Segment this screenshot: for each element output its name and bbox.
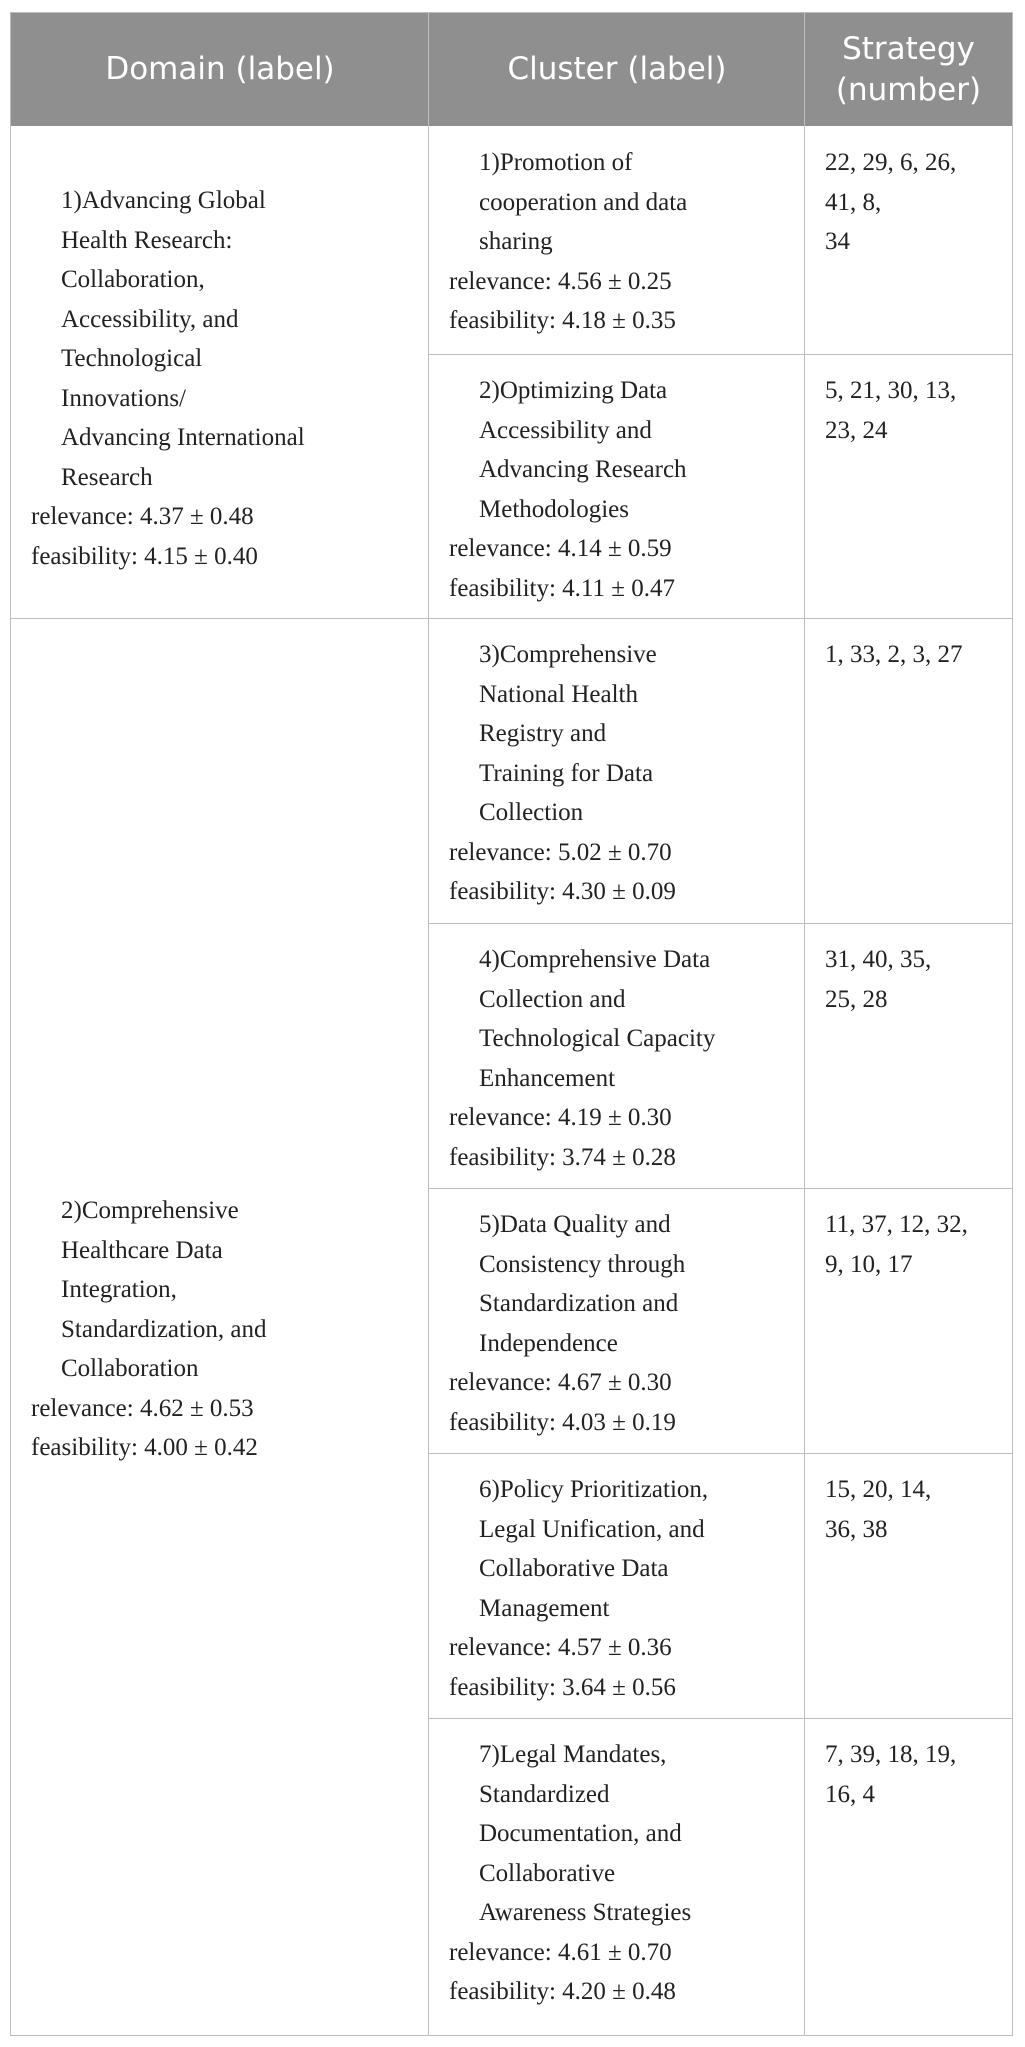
cluster-label-line: cooperation and data xyxy=(479,188,688,216)
cluster-label-line: Methodologies xyxy=(479,495,629,523)
strategy-cell xyxy=(825,1735,956,1814)
strategy-numbers: 25, 28 xyxy=(825,985,888,1013)
cluster-label-line: 7)Legal Mandates, xyxy=(479,1741,667,1768)
domain-cell xyxy=(31,181,305,576)
domain-label-line: 2)Comprehensive xyxy=(61,1197,239,1224)
cluster-label-line: Management xyxy=(479,1594,610,1622)
strategy-cell xyxy=(825,635,963,675)
domain-label-line: Collaboration xyxy=(61,1355,199,1382)
domain-feasibility: feasibility: 4.15 ± 0.40 xyxy=(31,542,258,570)
row-divider xyxy=(429,354,1012,355)
cluster-label-line: Standardized xyxy=(479,1780,610,1808)
cluster-feasibility: feasibility: 4.20 ± 0.48 xyxy=(449,1978,676,2005)
cluster-feasibility: feasibility: 4.18 ± 0.35 xyxy=(449,307,676,334)
cluster-cell xyxy=(449,635,676,912)
cluster-relevance: relevance: 4.67 ± 0.30 xyxy=(449,1369,672,1396)
cluster-relevance: relevance: 4.14 ± 0.59 xyxy=(449,535,672,562)
domain-label-line: Accessibility, and xyxy=(61,305,239,333)
strategy-numbers: 22, 29, 6, 26, xyxy=(825,149,957,176)
strategy-numbers: 16, 4 xyxy=(825,1780,875,1808)
cluster-label-line: Collection xyxy=(479,799,584,826)
cluster-label-line: 5)Data Quality and xyxy=(479,1211,671,1238)
domain-label-line: Advancing International xyxy=(61,424,305,451)
cluster-label-line: 6)Policy Prioritization, xyxy=(479,1476,709,1503)
strategy-numbers: 23, 24 xyxy=(825,416,888,444)
data-table xyxy=(10,12,1013,2036)
column-divider-1 xyxy=(428,13,429,2035)
cluster-label-line: Documentation, and xyxy=(479,1820,682,1847)
cluster-cell xyxy=(449,143,687,341)
strategy-numbers: 31, 40, 35, xyxy=(825,946,932,973)
cluster-label-line: Enhancement xyxy=(479,1064,616,1092)
table-header-row xyxy=(11,13,1012,126)
cluster-cell xyxy=(449,371,687,608)
domain-label-line: Innovations/ xyxy=(61,384,186,412)
cluster-feasibility: feasibility: 3.64 ± 0.56 xyxy=(449,1673,676,1701)
cluster-feasibility: feasibility: 4.03 ± 0.19 xyxy=(449,1408,676,1436)
header-domain: Domain (label) xyxy=(105,51,335,87)
cluster-cell xyxy=(449,1205,685,1442)
domain-label-line: Collaboration, xyxy=(61,266,205,293)
cluster-label-line: Advancing Research xyxy=(479,456,687,483)
row-divider xyxy=(429,1188,1012,1189)
row-divider xyxy=(429,1453,1012,1454)
header-strategy: Strategy (number) xyxy=(835,30,982,108)
cluster-label-line: 2)Optimizing Data xyxy=(479,377,668,404)
domain-feasibility: feasibility: 4.00 ± 0.42 xyxy=(31,1434,258,1461)
domain-relevance: relevance: 4.37 ± 0.48 xyxy=(31,503,254,530)
cluster-feasibility: feasibility: 3.74 ± 0.28 xyxy=(449,1143,676,1171)
strategy-numbers: 36, 38 xyxy=(825,1515,888,1543)
strategy-numbers: 34 xyxy=(825,228,850,255)
domain-divider xyxy=(11,618,1012,619)
cluster-label-line: Collection and xyxy=(479,985,626,1013)
cluster-cell xyxy=(449,1470,708,1707)
strategy-numbers: 9, 10, 17 xyxy=(825,1250,913,1278)
cluster-label-line: Accessibility and xyxy=(479,416,652,444)
strategy-cell xyxy=(825,371,956,450)
strategy-cell xyxy=(825,1205,968,1284)
domain-label-line: Technological xyxy=(61,345,203,372)
cluster-label-line: 1)Promotion of xyxy=(479,149,633,176)
row-divider xyxy=(429,923,1012,924)
cluster-feasibility: feasibility: 4.30 ± 0.09 xyxy=(449,878,676,905)
domain-label-line: Integration, xyxy=(61,1276,177,1303)
cluster-label-line: Collaborative xyxy=(479,1859,616,1887)
strategy-cell xyxy=(825,1470,931,1549)
domain-relevance: relevance: 4.62 ± 0.53 xyxy=(31,1394,254,1422)
cluster-label-line: Consistency through xyxy=(479,1250,686,1278)
cluster-label-line: sharing xyxy=(479,228,553,255)
cluster-label-line: 3)Comprehensive xyxy=(479,641,657,668)
strategy-numbers: 1, 33, 2, 3, 27 xyxy=(825,641,963,668)
strategy-numbers: 15, 20, 14, xyxy=(825,1476,932,1503)
cluster-label-line: Technological Capacity xyxy=(479,1025,716,1052)
cluster-relevance: relevance: 4.57 ± 0.36 xyxy=(449,1634,672,1661)
cluster-label-line: Collaborative Data xyxy=(479,1555,669,1582)
domain-label-line: 1)Advancing Global xyxy=(61,187,266,214)
domain-cell xyxy=(31,1191,267,1468)
domain-label-line: Health Research: xyxy=(61,226,233,254)
cluster-cell xyxy=(449,940,715,1177)
row-divider xyxy=(429,1718,1012,1719)
cluster-label-line: Standardization and xyxy=(479,1290,679,1317)
domain-label-line: Healthcare Data xyxy=(61,1236,223,1264)
strategy-numbers: 41, 8, xyxy=(825,188,882,216)
domain-label-line: Research xyxy=(61,463,153,491)
cluster-relevance: relevance: 4.56 ± 0.25 xyxy=(449,267,672,295)
strategy-numbers: 11, 37, 12, 32, xyxy=(825,1211,968,1238)
cluster-label-line: National Health xyxy=(479,680,638,708)
cluster-relevance: relevance: 4.61 ± 0.70 xyxy=(449,1938,672,1966)
cluster-relevance: relevance: 5.02 ± 0.70 xyxy=(449,838,672,866)
header-cluster: Cluster (label) xyxy=(507,51,727,87)
cluster-label-line: Training for Data xyxy=(479,759,654,787)
strategy-cell xyxy=(825,143,956,262)
strategy-cell xyxy=(825,940,931,1019)
cluster-label-line: Registry and xyxy=(479,720,607,747)
cluster-label-line: Independence xyxy=(479,1329,618,1357)
strategy-numbers: 7, 39, 18, 19, xyxy=(825,1741,957,1768)
cluster-cell xyxy=(449,1735,691,2012)
cluster-label-line: Awareness Strategies xyxy=(479,1899,692,1926)
cluster-relevance: relevance: 4.19 ± 0.30 xyxy=(449,1104,672,1131)
domain-label-line: Standardization, and xyxy=(61,1315,267,1343)
cluster-feasibility: feasibility: 4.11 ± 0.47 xyxy=(449,574,675,602)
cluster-label-line: 4)Comprehensive Data xyxy=(479,946,711,973)
strategy-numbers: 5, 21, 30, 13, xyxy=(825,377,957,404)
cluster-label-line: Legal Unification, and xyxy=(479,1515,705,1543)
column-divider-2 xyxy=(804,13,805,2035)
